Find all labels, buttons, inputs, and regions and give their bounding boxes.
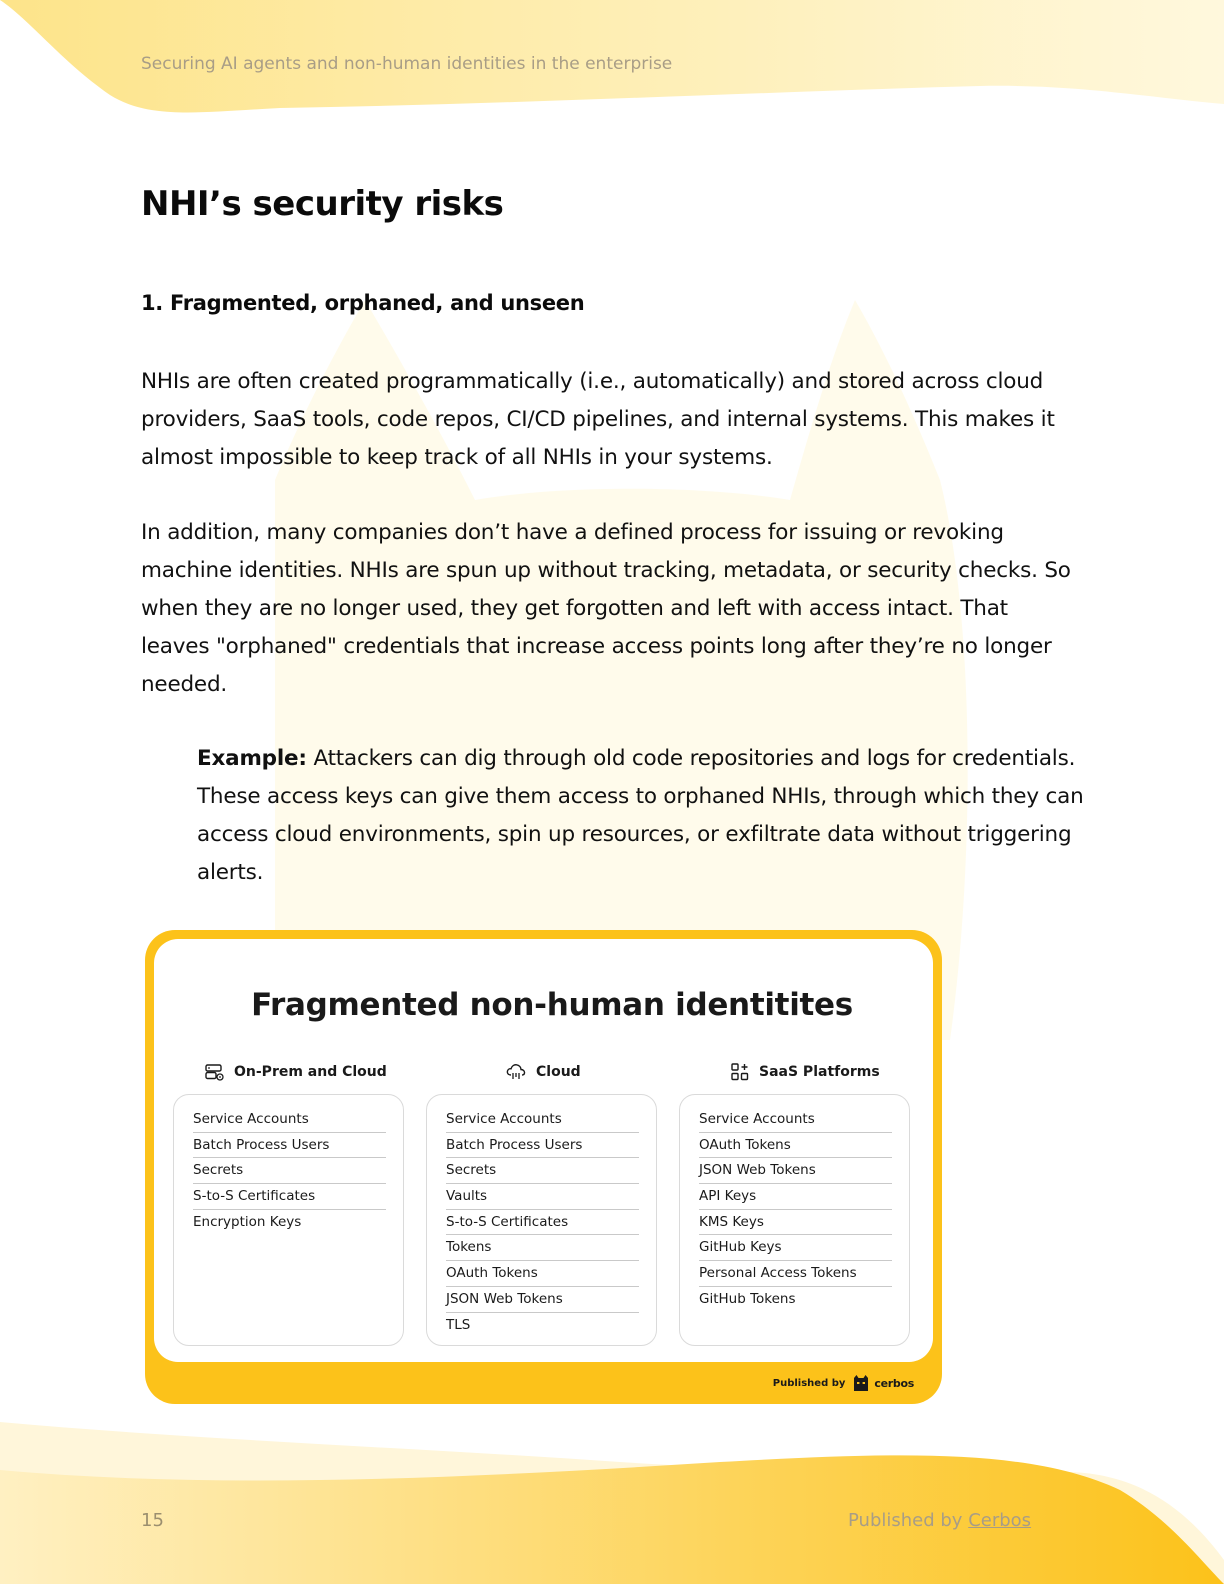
identity-list-item: Batch Process Users [446,1133,639,1159]
identity-list-item: KMS Keys [699,1210,892,1236]
fragmented-nhi-figure [145,930,942,1404]
running-header: Securing AI agents and non-human identities in the enterprise [141,54,673,74]
column-saas-platforms [679,1094,910,1346]
identity-list-item: Batch Process Users [193,1133,386,1159]
identity-list-item: OAuth Tokens [446,1261,639,1287]
identity-list [446,1107,639,1338]
column-heading-cloud [506,1061,581,1083]
paragraph-2: In addition, many companies don’t have a defined process for issuing or revoking machine identities. NHIs are spun up without tracking, metadata, or security checks. So when they are no longer used, they get forgotten and left with access intact. That leaves "orphaned" credentials that increase access points long after they’re no longer needed. [141,520,1071,697]
identity-list-item: JSON Web Tokens [446,1287,639,1313]
server-icon [205,1064,224,1081]
column-heading-on-prem [205,1061,387,1083]
figure-card [154,939,933,1362]
page-title: NHI’s security risks [141,184,504,224]
footer-published-by [848,1510,1031,1531]
identity-list-item: S-to-S Certificates [446,1210,639,1236]
identity-list-item: Secrets [446,1158,639,1184]
identity-list-item: Service Accounts [193,1107,386,1133]
identity-list-item: Encryption Keys [193,1213,302,1230]
identity-list [193,1107,386,1235]
cerbos-logo-icon [853,1374,869,1392]
section-heading: 1. Fragmented, orphaned, and unseen [141,291,585,315]
example-text: Attackers can dig through old code repositories and logs for credentials. These access keys can give them access to orphaned NHIs, through which they can access cloud environments, spin up resources, or exfiltrate data without triggering alerts. [197,746,1084,885]
cloud-icon [506,1063,526,1081]
column-heading-label: On-Prem and Cloud [234,1064,387,1080]
column-heading-label: SaaS Platforms [759,1064,880,1080]
figure-published-badge [773,1374,914,1392]
column-heading-saas [731,1061,880,1083]
identity-list-item: Tokens [446,1235,639,1261]
identity-list-item: TLS [446,1316,471,1333]
column-cloud [426,1094,657,1346]
cerbos-link[interactable]: Cerbos [968,1510,1032,1531]
apps-grid-icon [731,1063,749,1081]
example-callout [197,740,1087,892]
identity-list-item: GitHub Keys [699,1235,892,1261]
identity-list-item: Secrets [193,1158,386,1184]
identity-list-item: Service Accounts [446,1107,639,1133]
example-label: Example: [197,746,307,771]
column-heading-label: Cloud [536,1064,581,1080]
published-label: Published by [772,1377,846,1389]
identity-list-item: API Keys [699,1184,892,1210]
footer-published-prefix: Published by [848,1510,969,1531]
brand-name: cerbos [874,1376,914,1390]
identity-list-item: OAuth Tokens [699,1133,892,1159]
figure-title: Fragmented non-human identitites [251,987,853,1023]
identity-list-item: S-to-S Certificates [193,1184,386,1210]
identity-list-item: Vaults [446,1184,639,1210]
identity-list-item: JSON Web Tokens [699,1158,892,1184]
identity-list-item: Service Accounts [699,1107,892,1133]
identity-list-item: Personal Access Tokens [699,1261,892,1287]
paragraph-1: NHIs are often created programmatically (i.e., automatically) and stored across cloud providers, SaaS tools, code repos, CI/CD pipelines, and internal systems. This makes it almost impossible to keep track of all NHIs in your systems. [141,369,1055,470]
identity-list [699,1107,892,1313]
column-on-prem-cloud [173,1094,404,1346]
page-number: 15 [141,1510,164,1531]
identity-list-item: GitHub Tokens [699,1290,796,1307]
